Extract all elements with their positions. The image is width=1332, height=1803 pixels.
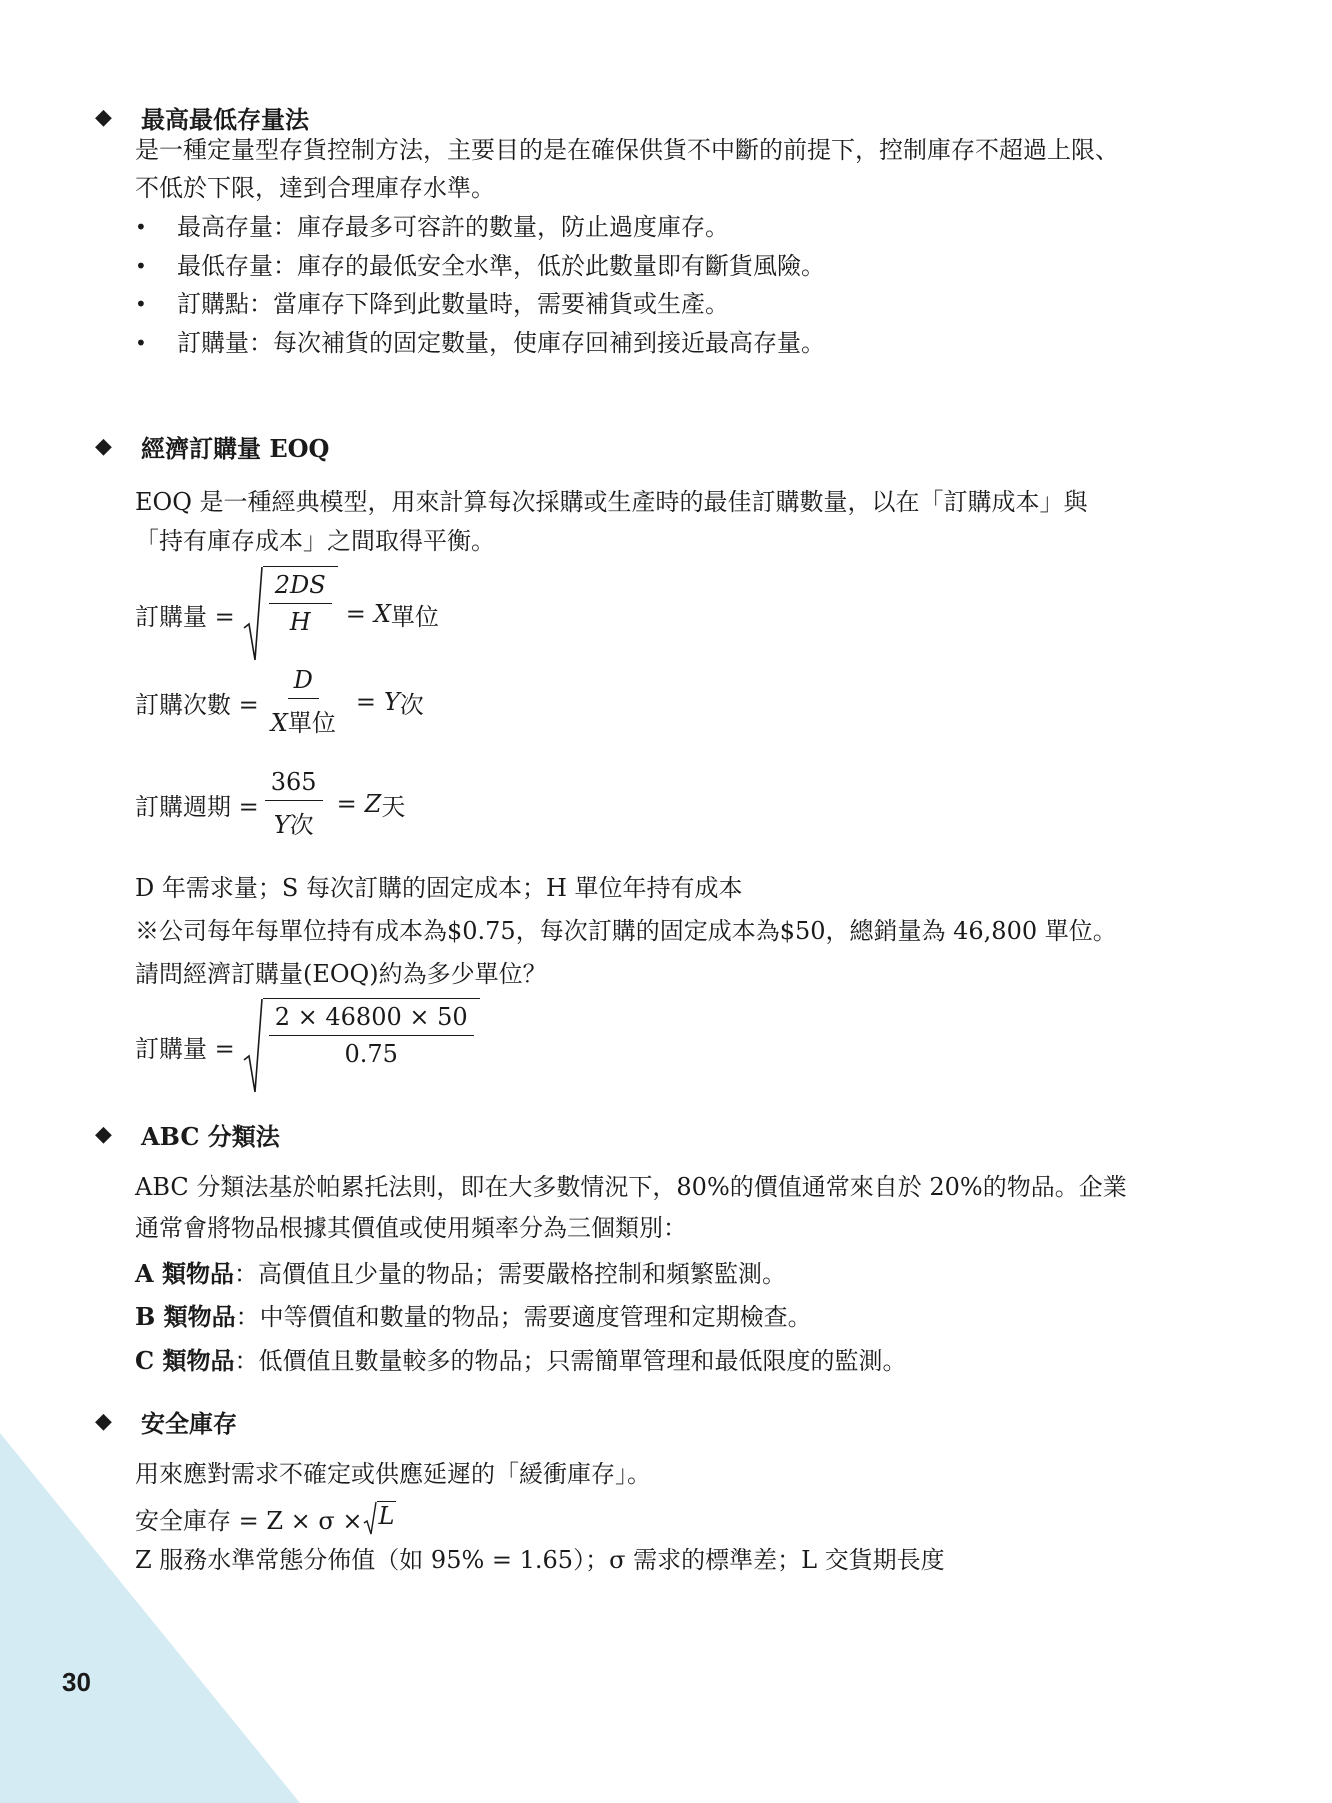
list-item-text: 訂購量：每次補貨的固定數量，使庫存回補到接近最高存量。 xyxy=(177,329,825,357)
sqrt-body xyxy=(263,566,338,662)
bullet-dot-icon: • xyxy=(135,254,147,278)
formula-label: 安全庫存 = Z × σ × xyxy=(135,1506,363,1535)
sqrt xyxy=(243,998,480,1094)
list-item xyxy=(135,325,825,361)
class-item xyxy=(135,1299,812,1335)
paragraph-line: 「持有庫存成本」之間取得平衡。 xyxy=(135,527,495,555)
variable-legend: D 年需求量；S 每次訂購的固定成本；H 單位年持有成本 xyxy=(135,874,743,902)
class-item xyxy=(135,1256,786,1292)
result-variable: Z xyxy=(364,790,382,818)
sqrt-body: L xyxy=(377,1501,397,1535)
denominator-unit: 單位 xyxy=(287,709,336,737)
result-variable: X xyxy=(373,600,391,628)
heading-text: 安全庫存 xyxy=(141,1408,237,1438)
formula-order-cycle xyxy=(135,768,405,840)
result-unit: 單位 xyxy=(390,602,439,631)
list-item-text: 最高存量：庫存最多可容許的數量，防止過度庫存。 xyxy=(177,213,729,241)
list-item xyxy=(135,286,729,322)
formula-label: 訂購量 = xyxy=(135,602,235,631)
paragraph-line: 是一種定量型存貨控制方法，主要目的是在確保供貨不中斷的前提下，控制庫存不超過上限、 xyxy=(135,136,1119,164)
diamond-bullet-icon: ◆ xyxy=(95,433,112,459)
bullet-dot-icon: • xyxy=(135,215,147,239)
class-description: ：低價值且數量較多的物品；只需簡單管理和最低限度的監測。 xyxy=(234,1347,907,1375)
result-variable: Y xyxy=(383,688,400,716)
example-question-line: 請問經濟訂購量(EOQ)約為多少單位？ xyxy=(135,960,547,988)
radical-icon xyxy=(363,1501,377,1535)
radical-icon xyxy=(243,566,263,662)
class-name: B 類物品 xyxy=(135,1302,236,1331)
formula-safety-stock xyxy=(135,1499,396,1537)
list-item-text: 訂購點：當庫存下降到此數量時，需要補貨或生產。 xyxy=(177,290,729,318)
result-unit: 次 xyxy=(399,690,424,719)
denominator-variable: X xyxy=(270,709,288,737)
formula-label: 訂購週期 = xyxy=(135,792,259,821)
section-heading-eoq xyxy=(95,429,329,463)
diamond-bullet-icon: ◆ xyxy=(95,1408,112,1434)
heading-text: ABC 分類法 xyxy=(141,1121,280,1151)
radical-icon xyxy=(243,998,263,1094)
bullet-dot-icon: • xyxy=(135,292,147,316)
formula-order-count xyxy=(135,666,424,738)
class-description: ：高價值且少量的物品；需要嚴格控制和頻繁監測。 xyxy=(233,1260,786,1288)
formula-label: 訂購量 = xyxy=(135,1034,235,1063)
paragraph-line: 用來應對需求不確定或供應延遲的「緩衝庫存」。 xyxy=(135,1460,651,1488)
formula-eoq xyxy=(135,566,439,662)
section-heading-safety xyxy=(95,1404,237,1438)
formula-label: 訂購次數 = xyxy=(135,690,259,719)
equals-sign: = xyxy=(336,790,357,818)
list-item xyxy=(135,209,729,245)
section-heading-minmax xyxy=(95,100,309,134)
denominator: 0.75 xyxy=(344,1040,398,1068)
paragraph-line: 不低於下限，達到合理庫存水準。 xyxy=(135,174,495,202)
sqrt xyxy=(363,1501,397,1535)
heading-text: 最高最低存量法 xyxy=(141,104,309,134)
sqrt-body xyxy=(263,998,480,1094)
fraction xyxy=(269,571,332,636)
page-number: 30 xyxy=(62,1667,91,1697)
class-item xyxy=(135,1343,906,1379)
bullet-dot-icon: • xyxy=(135,331,147,355)
diamond-bullet-icon: ◆ xyxy=(95,104,112,130)
fraction xyxy=(265,768,323,840)
denominator xyxy=(268,801,320,840)
list-item-text: 最低存量：庫存的最低安全水準，低於此數量即有斷貨風險。 xyxy=(177,252,825,280)
numerator: D xyxy=(288,666,319,699)
formula-eoq-example xyxy=(135,998,480,1094)
result-unit: 天 xyxy=(381,792,406,821)
fraction xyxy=(265,666,342,738)
variable-legend: Z 服務水準常態分佈值（如 95% = 1.65）；σ 需求的標準差；L 交貨期長度 xyxy=(135,1546,945,1574)
equals-sign: = xyxy=(355,688,376,716)
equals-sign: = xyxy=(345,600,366,628)
denominator: H xyxy=(289,608,311,636)
heading-text: 經濟訂購量 EOQ xyxy=(141,433,330,463)
paragraph-line: EOQ 是一種經典模型，用來計算每次採購或生產時的最佳訂購數量，以在「訂購成本」與 xyxy=(135,488,1088,516)
fraction xyxy=(269,1003,474,1068)
example-question-line: ※公司每年每單位持有成本為$0.75，每次訂購的固定成本為$50，總銷量為 46,800 單位。 xyxy=(135,917,1117,945)
denominator-variable: Y xyxy=(273,811,290,839)
diamond-bullet-icon: ◆ xyxy=(95,1121,112,1147)
denominator xyxy=(265,699,342,738)
denominator-unit: 次 xyxy=(289,811,314,839)
numerator: 2 × 46800 × 50 xyxy=(269,1003,474,1036)
section-heading-abc xyxy=(95,1117,280,1151)
paragraph-line: 通常會將物品根據其價值或使用頻率分為三個類別： xyxy=(135,1214,687,1242)
class-name: A 類物品 xyxy=(135,1259,234,1288)
numerator: 365 xyxy=(265,768,323,801)
numerator: 2DS xyxy=(269,571,332,604)
sqrt xyxy=(243,566,338,662)
paragraph-line: ABC 分類法基於帕累托法則，即在大多數情況下，80%的價值通常來自於 20%的物品。企業 xyxy=(135,1173,1127,1201)
class-name: C 類物品 xyxy=(135,1346,235,1375)
class-description: ：中等價值和數量的物品；需要適度管理和定期檢查。 xyxy=(235,1303,812,1331)
list-item xyxy=(135,248,825,284)
